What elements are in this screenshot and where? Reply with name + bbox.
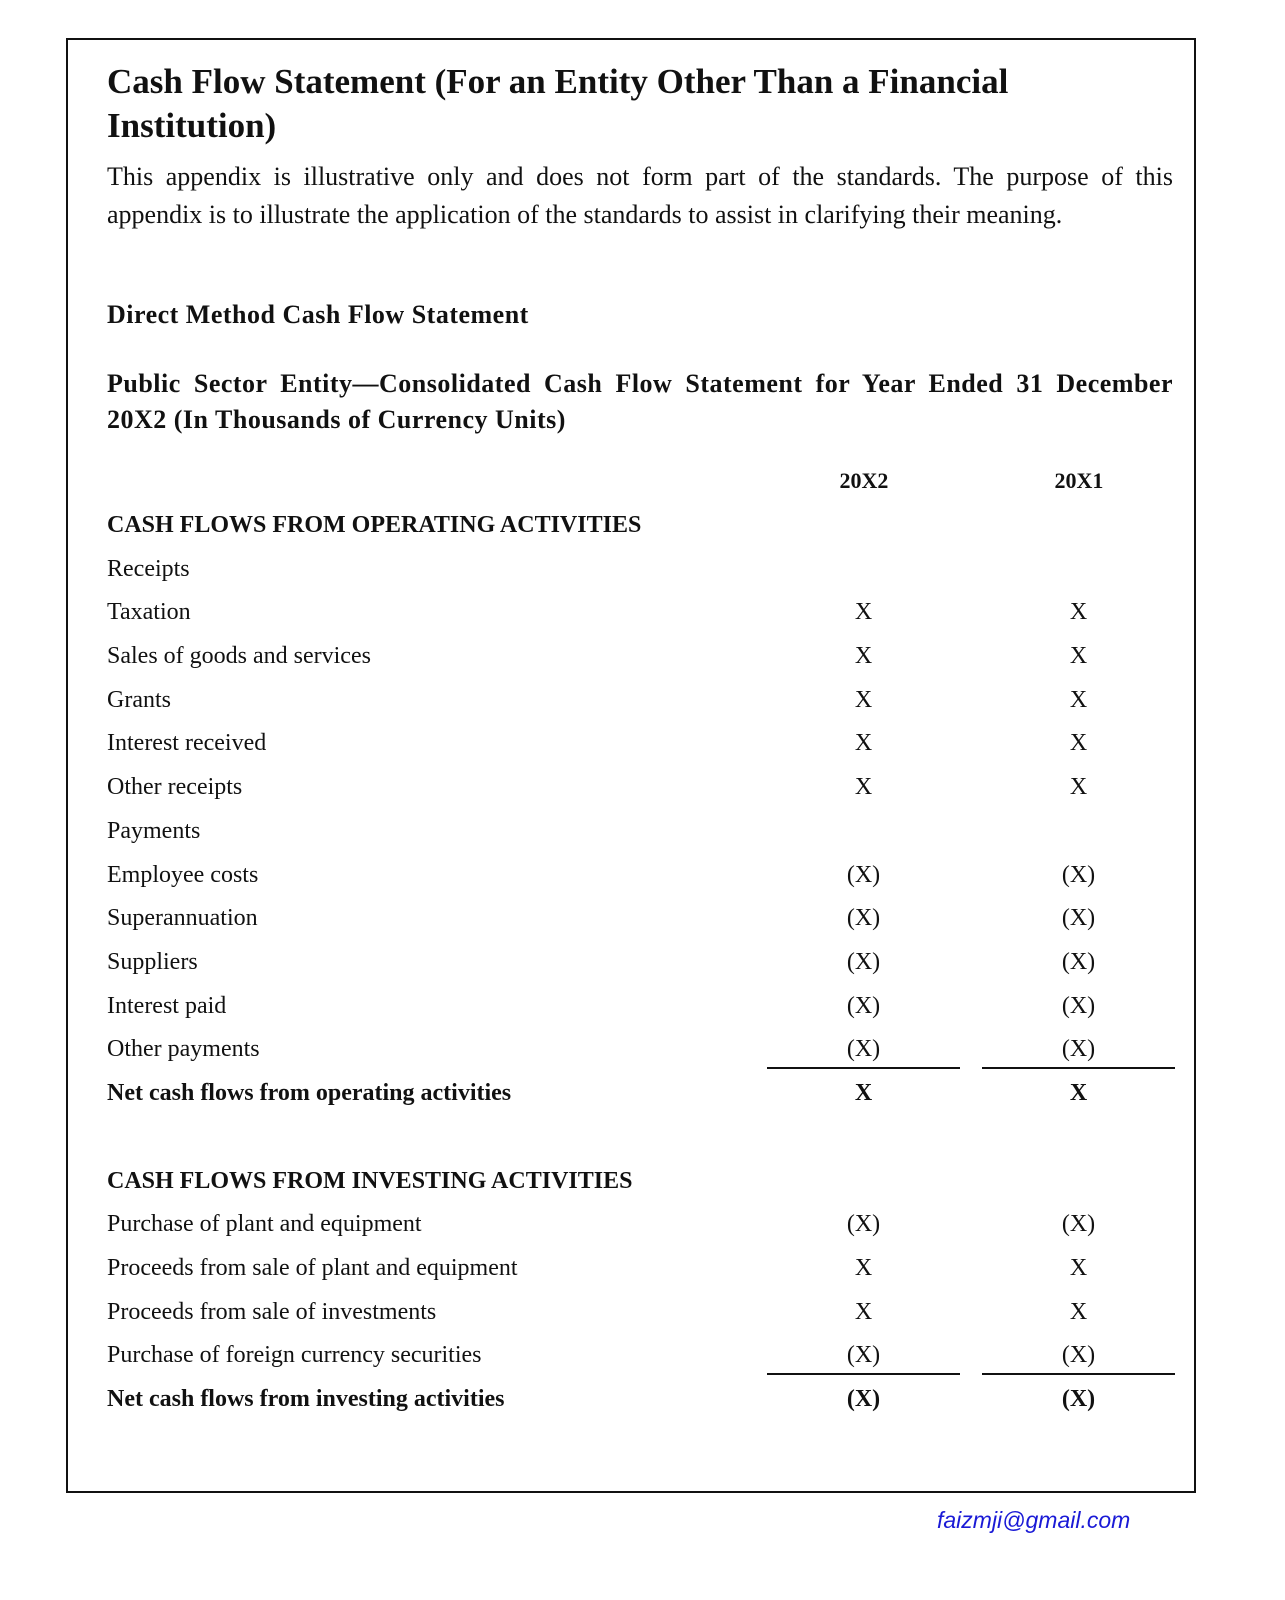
column-header-20x2: 20X2 <box>839 468 889 493</box>
value-20x1: X <box>1069 730 1088 757</box>
value-20x2: X <box>854 599 873 626</box>
value-20x1: X <box>1069 1255 1088 1281</box>
table-row <box>107 898 1177 942</box>
row-label: Proceeds from sale of plant and equipment <box>107 1255 518 1281</box>
section-heading-row <box>107 505 1177 549</box>
statement-heading: Public Sector Entity—Consolidated Cash Flow Statement for Year Ended 31 December 20X2 (In Thousands of Currency Units) <box>107 369 1173 434</box>
table-row <box>107 811 1177 855</box>
intro-paragraph: This appendix is illustrative only and does not form part of the standards. The purpose of this appendix is to illustrate the application of the standards to assist in clarifying their meaning. <box>107 162 1173 229</box>
value-20x2: X <box>854 1298 873 1325</box>
row-label: Purchase of plant and equipment <box>107 1211 422 1238</box>
row-label: Purchase of foreign currency securities <box>107 1342 482 1369</box>
table-row <box>107 942 1177 986</box>
value-20x1: X <box>1069 599 1088 626</box>
row-label: CASH FLOWS FROM INVESTING ACTIVITIES <box>107 1167 633 1194</box>
table-row <box>107 549 1177 593</box>
value-20x1: (X) <box>1061 1386 1096 1413</box>
value-20x2: (X) <box>846 861 881 888</box>
value-20x1: (X) <box>1061 1211 1096 1238</box>
row-label: Superannuation <box>107 905 258 932</box>
value-20x2: (X) <box>846 1211 881 1238</box>
row-label: Net cash flows from operating activities <box>107 1079 512 1106</box>
value-20x1: (X) <box>982 1029 1175 1069</box>
row-label: Other receipts <box>107 774 243 801</box>
value-20x2: (X) <box>846 948 881 975</box>
table-row <box>107 1292 1177 1336</box>
value-20x1: X <box>1069 774 1088 801</box>
table-row <box>107 1248 1177 1292</box>
row-label: Taxation <box>107 599 191 626</box>
table-row <box>107 592 1177 636</box>
row-label: Interest paid <box>107 992 227 1019</box>
value-20x1: X <box>1069 1298 1088 1325</box>
row-label: Proceeds from sale of investments <box>107 1298 437 1325</box>
row-label: CASH FLOWS FROM OPERATING ACTIVITIES <box>107 512 642 538</box>
row-label: Grants <box>107 686 171 713</box>
value-20x1: (X) <box>1061 992 1096 1019</box>
table-row <box>107 1335 1177 1379</box>
value-20x2: (X) <box>846 1386 881 1413</box>
footer-email: faizmji@gmail.com <box>937 1507 1131 1533</box>
value-20x2: (X) <box>846 992 881 1019</box>
row-label: Receipts <box>107 555 190 582</box>
value-20x1: (X) <box>1061 861 1096 888</box>
value-20x2: (X) <box>767 1029 960 1069</box>
value-20x2: X <box>854 643 873 670</box>
cash-flow-table <box>107 505 1177 1423</box>
table-row <box>107 767 1177 811</box>
table-row <box>107 1029 1177 1073</box>
section-heading-row <box>107 1161 1177 1205</box>
row-label: Employee costs <box>107 861 259 888</box>
value-20x2: (X) <box>767 1335 960 1375</box>
table-row <box>107 986 1177 1030</box>
value-20x2: X <box>854 774 873 801</box>
table-row <box>107 1379 1177 1423</box>
row-label: Net cash flows from investing activities <box>107 1386 505 1413</box>
table-row <box>107 855 1177 899</box>
table-row <box>107 723 1177 767</box>
row-label: Sales of goods and services <box>107 643 371 670</box>
document-title: Cash Flow Statement (For an Entity Other Than a Financial Institution) <box>107 62 1009 145</box>
table-row <box>107 1204 1177 1248</box>
value-20x2: X <box>854 686 873 713</box>
value-20x1: X <box>1069 643 1088 670</box>
table-row <box>107 1073 1177 1117</box>
method-heading: Direct Method Cash Flow Statement <box>107 300 529 329</box>
value-20x1: (X) <box>982 1335 1175 1375</box>
table-row <box>107 636 1177 680</box>
value-20x1: X <box>1069 1079 1088 1106</box>
value-20x1: (X) <box>1061 948 1096 975</box>
row-label: Suppliers <box>107 948 198 975</box>
value-20x2: X <box>854 1255 873 1281</box>
row-label: Interest received <box>107 730 267 757</box>
value-20x2: (X) <box>846 905 881 932</box>
row-label: Other payments <box>107 1036 260 1063</box>
value-20x2: X <box>854 730 873 757</box>
value-20x1: (X) <box>1061 905 1096 932</box>
column-header-20x1: 20X1 <box>1054 468 1104 493</box>
table-row <box>107 680 1177 724</box>
value-20x2: X <box>854 1079 873 1106</box>
row-label: Payments <box>107 817 201 844</box>
value-20x1: X <box>1069 686 1088 713</box>
